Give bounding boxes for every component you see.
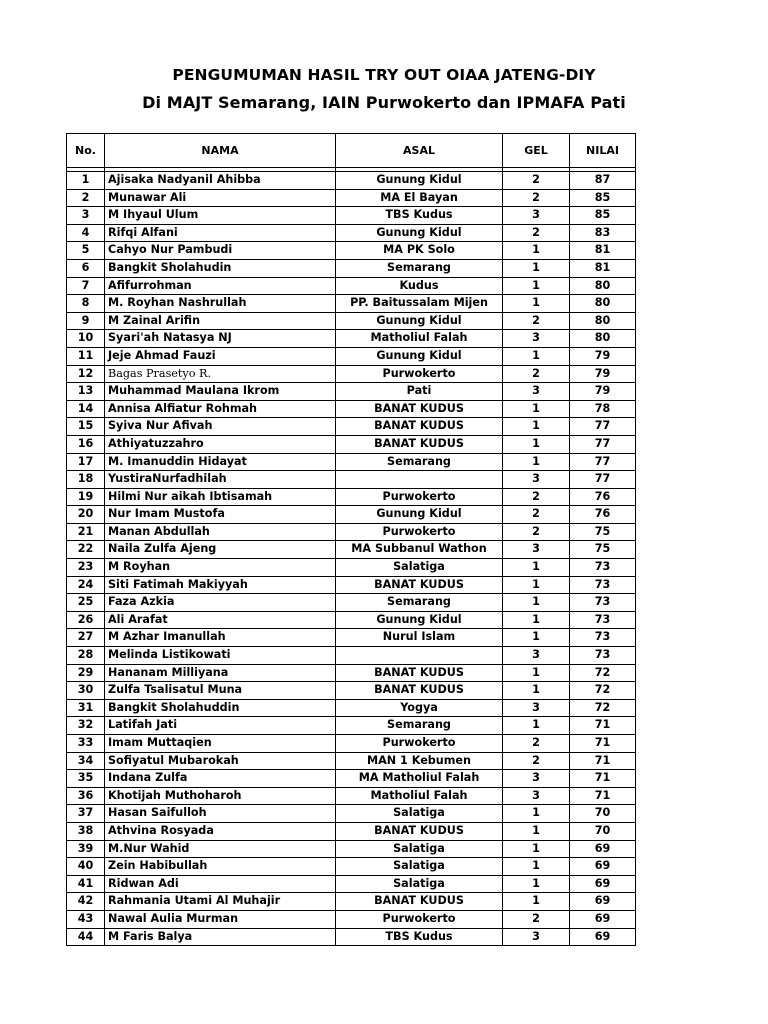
cell-nama: Athiyatuzzahro [105, 435, 336, 453]
cell-nilai: 87 [570, 172, 636, 190]
cell-nama: Manan Abdullah [105, 523, 336, 541]
cell-nilai: 80 [570, 295, 636, 313]
cell-nilai: 73 [570, 576, 636, 594]
cell-gel: 3 [503, 787, 570, 805]
cell-nilai: 81 [570, 242, 636, 260]
cell-asal: TBS Kudus [336, 207, 503, 225]
table-row [67, 699, 636, 717]
table-row [67, 928, 636, 946]
cell-nama: Zein Habibullah [105, 858, 336, 876]
cell-no: 20 [67, 506, 105, 524]
cell-gel: 1 [503, 259, 570, 277]
cell-nilai: 72 [570, 699, 636, 717]
cell-asal: Semarang [336, 717, 503, 735]
cell-nama: Bagas Prasetyo R. [105, 365, 336, 383]
cell-gel: 1 [503, 717, 570, 735]
cell-nama: Hasan Saifulloh [105, 805, 336, 823]
cell-nama: Hananam Milliyana [105, 664, 336, 682]
cell-nilai: 69 [570, 910, 636, 928]
header-nama: NAMA [105, 134, 336, 168]
cell-nama: Cahyo Nur Pambudi [105, 242, 336, 260]
table-row [67, 435, 636, 453]
cell-nilai: 71 [570, 770, 636, 788]
cell-nama: Siti Fatimah Makiyyah [105, 576, 336, 594]
cell-nilai: 78 [570, 400, 636, 418]
cell-asal: MA PK Solo [336, 242, 503, 260]
cell-gel: 2 [503, 752, 570, 770]
cell-nilai: 76 [570, 488, 636, 506]
cell-no: 6 [67, 259, 105, 277]
table-row [67, 347, 636, 365]
table-row [67, 594, 636, 612]
cell-asal: BANAT KUDUS [336, 664, 503, 682]
cell-nilai: 70 [570, 805, 636, 823]
cell-no: 15 [67, 418, 105, 436]
table-row [67, 576, 636, 594]
cell-nama: Ajisaka Nadyanil Ahibba [105, 172, 336, 190]
cell-nilai: 79 [570, 347, 636, 365]
cell-asal: Purwokerto [336, 365, 503, 383]
table-row [67, 242, 636, 260]
cell-nilai: 69 [570, 875, 636, 893]
cell-gel: 1 [503, 840, 570, 858]
header-asal: ASAL [336, 134, 503, 168]
cell-nama: Syiva Nur Afivah [105, 418, 336, 436]
table-row [67, 611, 636, 629]
cell-nilai: 80 [570, 277, 636, 295]
cell-asal: Matholiul Falah [336, 787, 503, 805]
cell-nama: Munawar Ali [105, 189, 336, 207]
page-title: PENGUMUMAN HASIL TRY OUT OIAA JATENG-DIY [172, 66, 596, 84]
cell-gel: 2 [503, 506, 570, 524]
cell-no: 3 [67, 207, 105, 225]
table-row [67, 858, 636, 876]
cell-nama: Khotijah Muthoharoh [105, 787, 336, 805]
cell-asal: Salatiga [336, 858, 503, 876]
cell-nilai: 80 [570, 330, 636, 348]
cell-asal: PP. Baitussalam Mijen [336, 295, 503, 313]
table-row [67, 418, 636, 436]
header-nilai: NILAI [570, 134, 636, 168]
cell-no: 42 [67, 893, 105, 911]
table-row [67, 330, 636, 348]
cell-gel: 1 [503, 858, 570, 876]
cell-no: 37 [67, 805, 105, 823]
cell-nama: Naila Zulfa Ajeng [105, 541, 336, 559]
cell-no: 43 [67, 910, 105, 928]
cell-no: 24 [67, 576, 105, 594]
cell-nilai: 73 [570, 594, 636, 612]
cell-nama: Faza Azkia [105, 594, 336, 612]
cell-no: 27 [67, 629, 105, 647]
cell-asal: BANAT KUDUS [336, 435, 503, 453]
cell-nilai: 77 [570, 453, 636, 471]
cell-nama: Rifqi Alfani [105, 224, 336, 242]
cell-gel: 3 [503, 541, 570, 559]
table-row [67, 453, 636, 471]
cell-gel: 1 [503, 418, 570, 436]
cell-no: 30 [67, 682, 105, 700]
table-row [67, 629, 636, 647]
cell-asal: BANAT KUDUS [336, 400, 503, 418]
cell-nama: Imam Muttaqien [105, 735, 336, 753]
cell-asal: Gunung Kidul [336, 172, 503, 190]
cell-nama: Syari'ah Natasya NJ [105, 330, 336, 348]
cell-gel: 1 [503, 400, 570, 418]
cell-asal: Gunung Kidul [336, 611, 503, 629]
table-row [67, 295, 636, 313]
cell-gel: 3 [503, 928, 570, 946]
cell-asal: Purwokerto [336, 523, 503, 541]
cell-nama: Hilmi Nur aikah Ibtisamah [105, 488, 336, 506]
cell-gel: 3 [503, 770, 570, 788]
cell-asal: Semarang [336, 453, 503, 471]
cell-no: 36 [67, 787, 105, 805]
table-row [67, 717, 636, 735]
cell-asal: Gunung Kidul [336, 224, 503, 242]
cell-nilai: 77 [570, 471, 636, 489]
cell-nama: M Zainal Arifin [105, 312, 336, 330]
cell-gel: 1 [503, 435, 570, 453]
table-row [67, 541, 636, 559]
page-subtitle: Di MAJT Semarang, IAIN Purwokerto dan IPMAFA Pati [142, 93, 626, 112]
cell-no: 40 [67, 858, 105, 876]
cell-nilai: 72 [570, 682, 636, 700]
table-row [67, 822, 636, 840]
cell-nilai: 73 [570, 611, 636, 629]
cell-asal: Nurul Islam [336, 629, 503, 647]
cell-nama: Bangkit Sholahudin [105, 259, 336, 277]
table-row [67, 770, 636, 788]
cell-no: 38 [67, 822, 105, 840]
cell-nilai: 76 [570, 506, 636, 524]
cell-no: 33 [67, 735, 105, 753]
cell-nilai: 77 [570, 418, 636, 436]
cell-no: 41 [67, 875, 105, 893]
cell-no: 44 [67, 928, 105, 946]
cell-nama: Jeje Ahmad Fauzi [105, 347, 336, 365]
cell-nama: M Ihyaul Ulum [105, 207, 336, 225]
cell-gel: 2 [503, 189, 570, 207]
table-row [67, 559, 636, 577]
cell-no: 2 [67, 189, 105, 207]
cell-nama: Muhammad Maulana Ikrom [105, 383, 336, 401]
cell-nilai: 72 [570, 664, 636, 682]
table-body [67, 168, 636, 946]
cell-gel: 2 [503, 488, 570, 506]
cell-nilai: 83 [570, 224, 636, 242]
cell-no: 4 [67, 224, 105, 242]
table-row [67, 189, 636, 207]
cell-nama: Nawal Aulia Murman [105, 910, 336, 928]
cell-nama: M. Royhan Nashrullah [105, 295, 336, 313]
cell-gel: 2 [503, 910, 570, 928]
cell-no: 31 [67, 699, 105, 717]
cell-asal: MAN 1 Kebumen [336, 752, 503, 770]
cell-nama: M Royhan [105, 559, 336, 577]
cell-no: 34 [67, 752, 105, 770]
cell-asal: Semarang [336, 594, 503, 612]
table-row [67, 682, 636, 700]
cell-asal: MA Subbanul Wathon [336, 541, 503, 559]
cell-gel: 1 [503, 822, 570, 840]
table-row [67, 488, 636, 506]
cell-asal: Gunung Kidul [336, 312, 503, 330]
table-row [67, 224, 636, 242]
header-no: No. [67, 134, 105, 168]
cell-asal: Salatiga [336, 805, 503, 823]
cell-nama: M.Nur Wahid [105, 840, 336, 858]
cell-no: 9 [67, 312, 105, 330]
cell-nama: M Azhar Imanullah [105, 629, 336, 647]
cell-nilai: 79 [570, 383, 636, 401]
cell-nama: Rahmania Utami Al Muhajir [105, 893, 336, 911]
cell-gel: 1 [503, 347, 570, 365]
cell-no: 11 [67, 347, 105, 365]
cell-no: 10 [67, 330, 105, 348]
cell-no: 17 [67, 453, 105, 471]
cell-nama: YustiraNurfadhilah [105, 471, 336, 489]
table-row [67, 647, 636, 665]
table-row [67, 506, 636, 524]
cell-asal: BANAT KUDUS [336, 682, 503, 700]
cell-gel: 1 [503, 242, 570, 260]
cell-asal: Salatiga [336, 875, 503, 893]
cell-no: 12 [67, 365, 105, 383]
cell-no: 22 [67, 541, 105, 559]
cell-gel: 2 [503, 172, 570, 190]
table-row [67, 664, 636, 682]
cell-no: 23 [67, 559, 105, 577]
cell-asal [336, 471, 503, 489]
cell-no: 21 [67, 523, 105, 541]
cell-gel: 1 [503, 277, 570, 295]
table-row [67, 277, 636, 295]
cell-asal: Purwokerto [336, 488, 503, 506]
cell-no: 28 [67, 647, 105, 665]
cell-no: 13 [67, 383, 105, 401]
cell-asal: BANAT KUDUS [336, 576, 503, 594]
cell-asal: Purwokerto [336, 910, 503, 928]
cell-gel: 1 [503, 594, 570, 612]
cell-gel: 2 [503, 523, 570, 541]
cell-gel: 1 [503, 805, 570, 823]
table-row [67, 840, 636, 858]
table-row [67, 383, 636, 401]
table-row [67, 172, 636, 190]
table-row [67, 910, 636, 928]
cell-asal: Purwokerto [336, 735, 503, 753]
cell-nilai: 70 [570, 822, 636, 840]
cell-nilai: 69 [570, 893, 636, 911]
cell-no: 8 [67, 295, 105, 313]
cell-nama: Afifurrohman [105, 277, 336, 295]
table-row [67, 312, 636, 330]
table-row [67, 875, 636, 893]
table-row [67, 735, 636, 753]
cell-nilai: 71 [570, 717, 636, 735]
cell-gel: 2 [503, 224, 570, 242]
cell-nama: Bangkit Sholahuddin [105, 699, 336, 717]
table-header [67, 134, 636, 168]
cell-no: 14 [67, 400, 105, 418]
cell-nama: M Faris Balya [105, 928, 336, 946]
cell-gel: 1 [503, 682, 570, 700]
cell-nama: Melinda Listikowati [105, 647, 336, 665]
cell-asal: Gunung Kidul [336, 506, 503, 524]
cell-nama: Ridwan Adi [105, 875, 336, 893]
cell-asal: Gunung Kidul [336, 347, 503, 365]
table-row [67, 752, 636, 770]
cell-asal: Semarang [336, 259, 503, 277]
cell-nilai: 81 [570, 259, 636, 277]
cell-gel: 2 [503, 312, 570, 330]
cell-asal: Salatiga [336, 840, 503, 858]
cell-nama: Zulfa Tsalisatul Muna [105, 682, 336, 700]
cell-asal [336, 647, 503, 665]
cell-gel: 1 [503, 453, 570, 471]
table-row [67, 893, 636, 911]
cell-nilai: 80 [570, 312, 636, 330]
table-row [67, 787, 636, 805]
cell-no: 32 [67, 717, 105, 735]
cell-nama: Nur Imam Mustofa [105, 506, 336, 524]
cell-gel: 1 [503, 295, 570, 313]
cell-nilai: 85 [570, 189, 636, 207]
table-row [67, 523, 636, 541]
cell-asal: Salatiga [336, 559, 503, 577]
cell-gel: 2 [503, 365, 570, 383]
cell-nilai: 69 [570, 858, 636, 876]
cell-no: 5 [67, 242, 105, 260]
cell-nama: Ali Arafat [105, 611, 336, 629]
cell-no: 18 [67, 471, 105, 489]
cell-gel: 2 [503, 735, 570, 753]
cell-asal: MA El Bayan [336, 189, 503, 207]
cell-gel: 1 [503, 629, 570, 647]
cell-gel: 1 [503, 576, 570, 594]
cell-nilai: 75 [570, 523, 636, 541]
cell-gel: 3 [503, 471, 570, 489]
cell-nama: Athvina Rosyada [105, 822, 336, 840]
cell-nilai: 85 [570, 207, 636, 225]
table-row [67, 471, 636, 489]
cell-asal: Pati [336, 383, 503, 401]
results-table [66, 133, 636, 946]
table-row [67, 259, 636, 277]
cell-nilai: 75 [570, 541, 636, 559]
cell-asal: Kudus [336, 277, 503, 295]
cell-nilai: 71 [570, 752, 636, 770]
cell-gel: 1 [503, 664, 570, 682]
cell-gel: 1 [503, 559, 570, 577]
cell-no: 26 [67, 611, 105, 629]
cell-gel: 1 [503, 893, 570, 911]
cell-no: 19 [67, 488, 105, 506]
cell-gel: 1 [503, 875, 570, 893]
cell-gel: 1 [503, 611, 570, 629]
cell-no: 35 [67, 770, 105, 788]
cell-no: 39 [67, 840, 105, 858]
cell-nama: M. Imanuddin Hidayat [105, 453, 336, 471]
cell-nilai: 71 [570, 787, 636, 805]
cell-nama: Sofiyatul Mubarokah [105, 752, 336, 770]
cell-nilai: 77 [570, 435, 636, 453]
cell-no: 29 [67, 664, 105, 682]
cell-nilai: 69 [570, 928, 636, 946]
cell-asal: MA Matholiul Falah [336, 770, 503, 788]
cell-gel: 3 [503, 699, 570, 717]
table-row [67, 400, 636, 418]
cell-asal: BANAT KUDUS [336, 418, 503, 436]
table-row [67, 805, 636, 823]
cell-gel: 3 [503, 330, 570, 348]
cell-no: 16 [67, 435, 105, 453]
cell-asal: Yogya [336, 699, 503, 717]
cell-no: 1 [67, 172, 105, 190]
cell-nama: Latifah Jati [105, 717, 336, 735]
cell-nilai: 71 [570, 735, 636, 753]
header-gel: GEL [503, 134, 570, 168]
cell-asal: Matholiul Falah [336, 330, 503, 348]
cell-nama: Indana Zulfa [105, 770, 336, 788]
cell-nilai: 73 [570, 647, 636, 665]
cell-gel: 3 [503, 207, 570, 225]
table-row [67, 365, 636, 383]
cell-nama: Annisa Alfiatur Rohmah [105, 400, 336, 418]
cell-nilai: 79 [570, 365, 636, 383]
cell-nilai: 73 [570, 559, 636, 577]
cell-no: 25 [67, 594, 105, 612]
table-row [67, 207, 636, 225]
cell-asal: TBS Kudus [336, 928, 503, 946]
cell-nilai: 73 [570, 629, 636, 647]
cell-no: 7 [67, 277, 105, 295]
cell-asal: BANAT KUDUS [336, 893, 503, 911]
cell-gel: 3 [503, 383, 570, 401]
cell-nilai: 69 [570, 840, 636, 858]
cell-asal: BANAT KUDUS [336, 822, 503, 840]
cell-gel: 3 [503, 647, 570, 665]
